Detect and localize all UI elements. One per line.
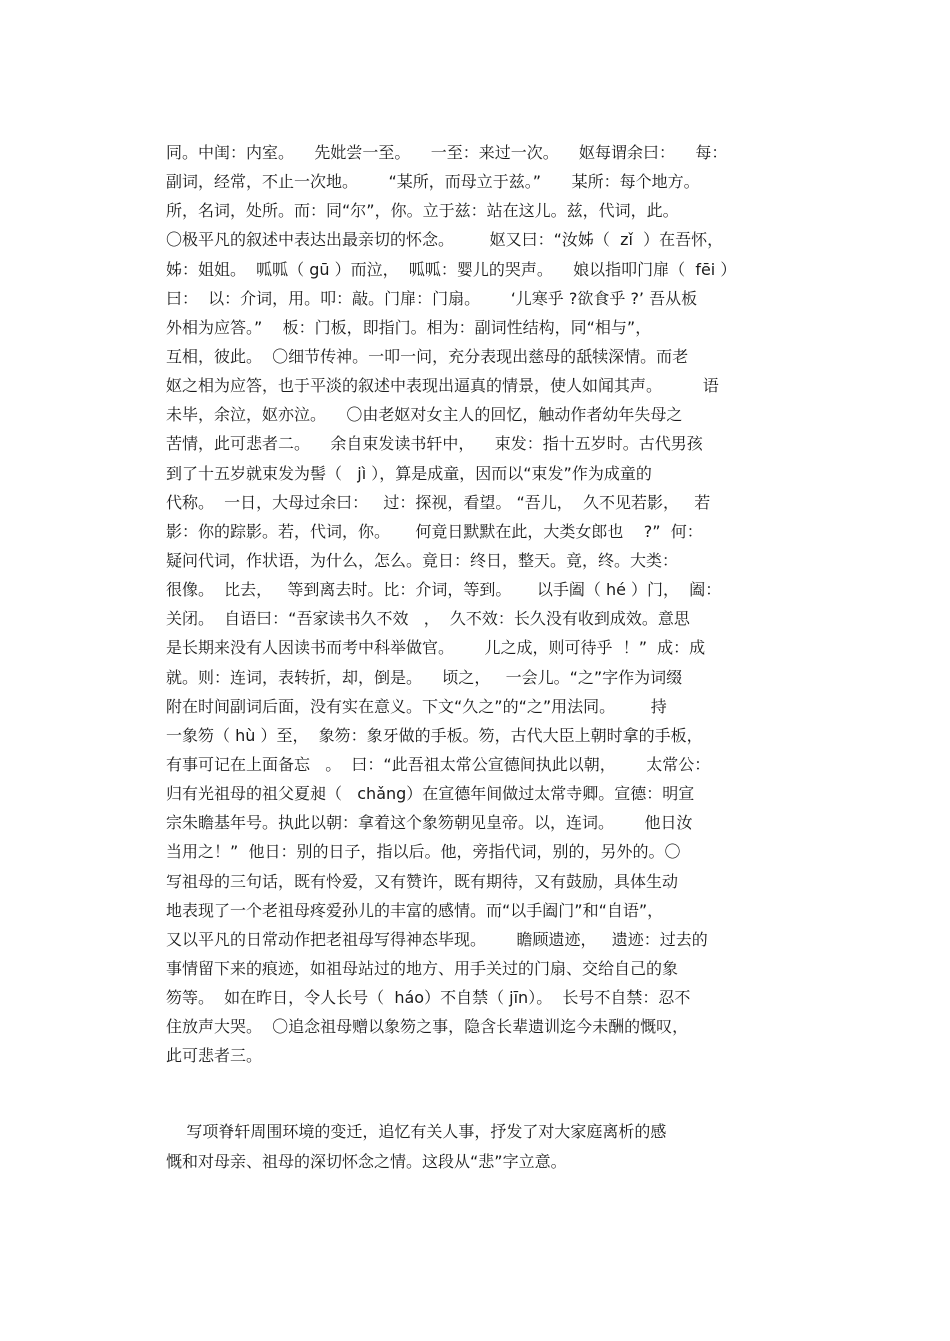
text-line: 写祖母的三句话，既有怜爱，又有赞许，既有期待，又有鼓励，具体生动 <box>166 871 679 891</box>
text-line: 事情留下来的痕迹，如祖母站过的地方、用手关过的门扇、交给自己的象 <box>166 958 679 978</box>
text-line: 〇极平凡的叙述中表达出最亲切的怀念。 妪又曰：“汝姊（ zǐ ）在吾怀， <box>166 230 724 250</box>
text-line: 宗朱瞻基年号。执此以朝：拿着这个象笏朝见皇帝。以，连词。 他日汝 <box>166 813 693 833</box>
text-line: 代称。 一日，大母过余曰： 过：探视，看望。 “吾儿， 久不见若影， 若 <box>166 492 711 512</box>
text-line: 笏等。 如在昨日，令人长号（ háo）不自禁（ jīn）。 长号不自禁：忍不 <box>166 988 691 1008</box>
text-line: 同。中闺：内室。 先妣尝一至。 一至：来过一次。 妪每谓余曰： 每： <box>166 143 728 162</box>
text-line: 所，名词，处所。而：同“尔”，你。立于兹：站在这儿。兹，代词，此。 <box>166 201 679 221</box>
summary-line: 写项脊轩周围环境的变迁，追忆有关人事，抒发了对大家庭离析的感 <box>166 1122 667 1141</box>
text-line: 苦情，此可悲者二。 余自束发读书轩中， 束发：指十五岁时。古代男孩 <box>166 434 703 454</box>
text-line: 影：你的踪影。若，代词，你。 何竟日默默在此，大类女郎也 ?” 何： <box>166 521 703 541</box>
text-line: 很像。 比去， 等到离去时。比：介词，等到。 以手阖（ hé ）门， 阖： <box>166 580 722 600</box>
text-line: 就。则：连词，表转折，却，倒是。 顷之， 一会儿。“之”字作为词缀 <box>166 667 683 687</box>
summary-line: 慨和对母亲、祖母的深切怀念之情。这段从“悲”字立意。 <box>166 1152 567 1171</box>
text-line: 未毕，余泣，妪亦泣。 〇由老妪对女主人的回忆，触动作者幼年失母之 <box>166 405 683 425</box>
text-line: 关闭。 自语曰：“吾家读书久不效 ， 久不效：长久没有收到成效。意思 <box>166 609 690 629</box>
text-line: 又以平凡的日常动作把老祖母写得神态毕现。 瞻顾遗迹， 遗迹：过去的 <box>166 929 708 949</box>
text-line: 一象笏（ hù ）至， 象笏：象牙做的手板。笏，古代大臣上朝时拿的手板， <box>166 725 703 745</box>
text-line: 住放声大哭。 〇追念祖母赠以象笏之事，隐含长辈遗训迄今未酬的慨叹， <box>166 1017 689 1037</box>
text-line: 妪之相为应答，也于平淡的叙述中表现出逼真的情景，使人如闻其声。 语 <box>166 376 719 396</box>
text-line: 是长期来没有人因读书而考中科举做官。 儿之成，则可待乎 ！” 成：成 <box>166 638 706 658</box>
text-line: 地表现了一个老祖母疼爱孙儿的丰富的感情。而“以手阖门”和“自语”， <box>166 900 664 920</box>
text-line: 姊：姐姐。 呱呱（ gū ）而泣， 呱呱：婴儿的哭声。 娘以指叩门扉（ fēi ） <box>166 259 737 279</box>
text-line: 有事可记在上面备忘 。 曰：“此吾祖太常公宣德间执此以朝， 太常公： <box>166 754 711 774</box>
text-line: 归有光祖母的祖父夏昶（ chǎng）在宣德年间做过太常寺卿。宣德：明宣 <box>166 784 695 804</box>
text-line: 当用之！” 他日：别的日子，指以后。他，旁指代词，别的，另外的。〇 <box>166 842 681 862</box>
text-line: 副词，经常，不止一次地。 “某所，而母立于兹。” 某所：每个地方。 <box>166 172 700 192</box>
text-line: 此可悲者三。 <box>166 1046 263 1066</box>
section-summary <box>166 1117 796 1177</box>
annotated-text-body <box>166 138 796 1071</box>
text-line: 曰： 以：介词，用。叩：敲。门扉：门扇。 ‘儿寒乎 ?欲食乎 ?’ 吾从板 <box>166 288 698 308</box>
text-line: 到了十五岁就束发为髻（ jì ），算是成童，因而以“束发”作为成童的 <box>166 463 652 483</box>
text-line: 疑问代词，作状语，为什么，怎么。竟日：终日，整天。竟，终。大类： <box>166 550 679 570</box>
text-line: 附在时间副词后面，没有实在意义。下文“久之”的“之”用法同。 持 <box>166 696 667 716</box>
text-line: 外相为应答。” 板：门板，即指门。相为：副词性结构，同“相与”， <box>166 317 652 337</box>
text-line: 互相，彼此。 〇细节传神。一叩一问，充分表现出慈母的舐犊深情。而老 <box>166 346 689 366</box>
